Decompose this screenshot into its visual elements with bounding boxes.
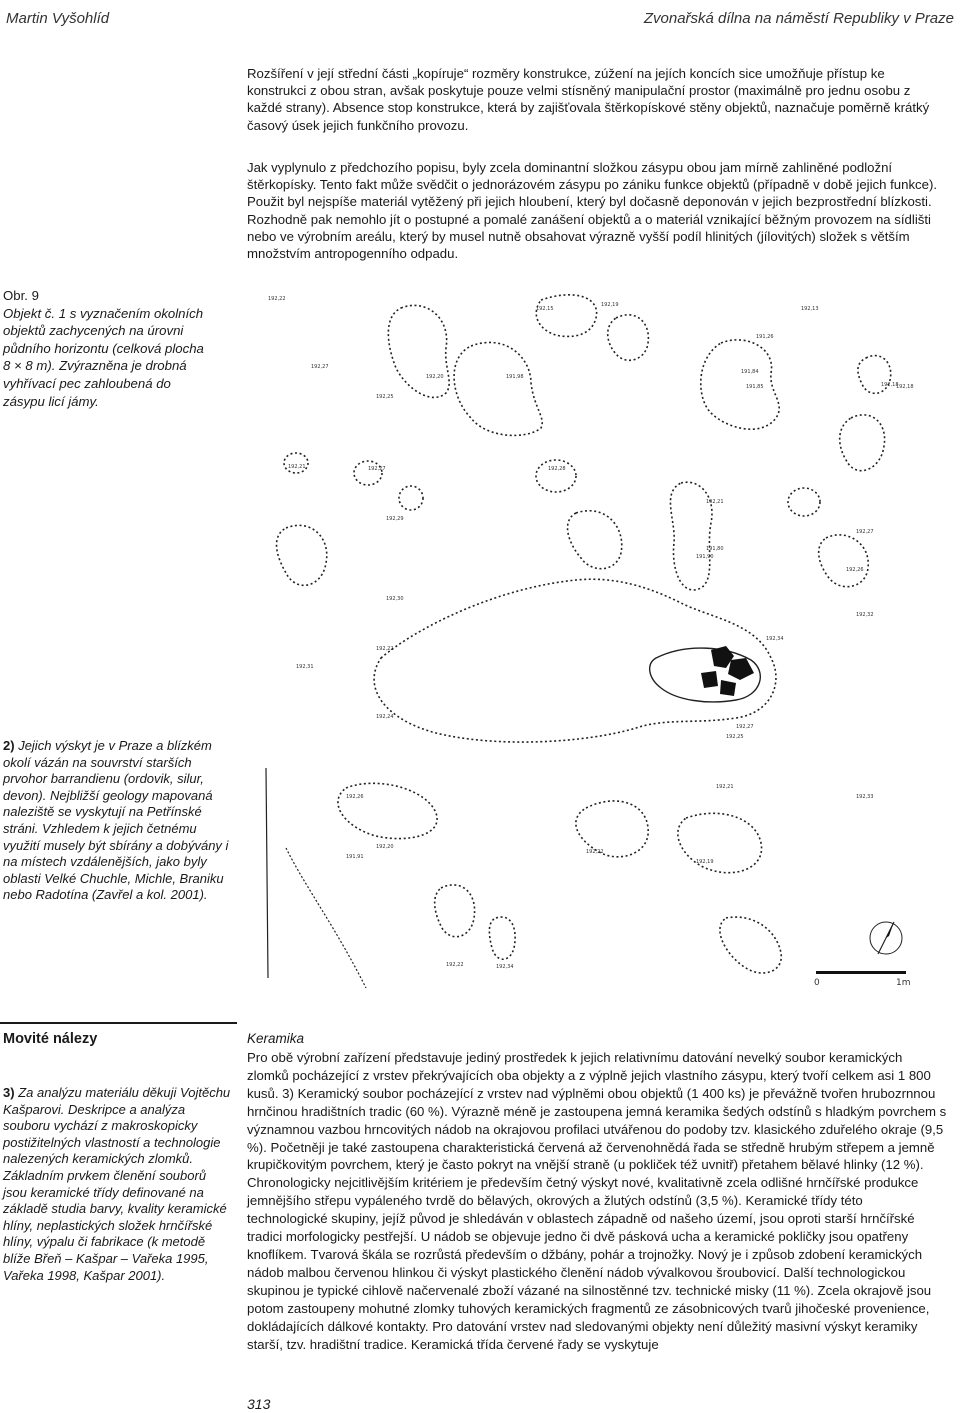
- paragraph-2: Jak vyplynulo z předchozího popisu, byly zcela dominantní složkou zásypu obou jam mírně zahliněné podložní štěrkopísky. Tento fakt může svědčit o jednorázovém zásypu po zániku funkce objektů (případně v době jejich funkce). Použit byl nejspíše materiál vytěžený při jejich hloubení, který byl dočasně deponován v jejich bezprostřední blízkosti. Rozhodně pak nemohlo jít o postupné a pomalé zanášení objektů a o materiál vznikající běžným provozem na sídlišti nebo ve výrobním areálu, který by musel nutně obsahovat výrazně vyšší podíl hlinitých (jílovitých) složek s větším množstvím antropogenního odpadu.: [247, 160, 938, 262]
- height-label: 192,26: [346, 794, 364, 800]
- pit-north-west: [388, 305, 449, 397]
- pit-middle: [568, 511, 622, 569]
- height-label: 192,19: [601, 302, 619, 308]
- height-label: 192,13: [801, 306, 819, 312]
- section-rule: [0, 1022, 237, 1024]
- height-label: 192,25: [726, 734, 744, 740]
- pit-south-east: [678, 813, 762, 872]
- height-label: 192,25: [376, 394, 394, 400]
- north-arrow: [870, 922, 902, 954]
- height-label: 192,20: [376, 844, 394, 850]
- keramika-text: Pro obě výrobní zařízení představuje jediný prostředek k jejich relativnímu datování nevelký soubor keramických zlomků pocházející z vrstev překrývajících oba objekty a z výplně jejich vlastního zásypu, který tvoří celkem asi 1 800 kusů. 3) Keramický soubor pocházející z vrstev nad výplněmi obou objektů (1 400 ks) je převážně tvořen hrubozrnnou hrnčinou hradištních tradic (60 %). Výrazně méně je zastoupena jemná keramika šedých odstínů s hladkým povrchem s významnou vazbou hrncovitých nádob na okrajovou profilaci utvářenou do podoby tzv. klasického zduřelého okraje (9,5 %). Početněji je také zastoupena charakteristická červená až červenohnědá řada se středně hrubým střepem a jemně krupičkovitým povrchem, který je často pokryt na vnější straně (u pokliček též uvnitř) přetahem bělavé hlinky (12 %). Chronologicky nejcitlivějším kritériem je především četný výskyt nové, kvalitativně zcela odlišné hrnčířské produkce jemnějšího střepu vypáleného tvrdě do bělavých, okrových a žlutých odstínů (3,5 %). Keramické třídy této technologické skupiny, jejíž původ je shledáván v oblastech západně od našeho území, jsou oproti starší hrnčířské tradici morfologicky pestřejší. U nádob se objevuje jedno či dvě pásková ucha a keramické pokličky jsou opatřeny knoflíkem. Tvarová škála se rozrůstá především o džbány, pohár a trojnožky. Nový je i způsob zdobení keramických nádob malbou červenou hlinkou či výskyt plastického členění nádob vývalkovou šroubovicí. Další technologickou skupinou je typické cihlově načervenalé zboží vázané na silnostěnné tzv. technické misky (11 %). Zcela okrajově jsou potom zastoupeny mohutné zlomky tuhových keramických fragmentů ze zásobnicových tvarů jihočeské provenience, dokládajících dálkové kontakty. Pro datování vrstev nad sledovanými objekty není důležitý masivní výskyt keramiky starší, tzv. hradištní tradice. Keramická třída červené řady se vyskytuje: [247, 1050, 947, 1352]
- height-label: 192,34: [766, 636, 784, 642]
- figure-caption: [3, 287, 208, 410]
- height-label: 192,22: [376, 646, 394, 652]
- running-header-title: Zvonařská dílna na náměstí Republiky v Praze: [643, 10, 954, 27]
- pit-south-west: [338, 783, 437, 838]
- height-label: 192,27: [311, 364, 329, 370]
- height-label: 192,19: [696, 859, 714, 865]
- height-label: 192,34: [496, 964, 514, 970]
- height-label: 192,22: [586, 849, 604, 855]
- pit-north: [536, 295, 596, 337]
- height-label: 192,18: [881, 382, 899, 388]
- height-label: 192,27: [856, 529, 874, 535]
- pit-south-small: [435, 885, 475, 937]
- height-label: 191,90: [696, 554, 714, 560]
- height-label: 192,24: [376, 714, 394, 720]
- pit-south-small-2: [489, 917, 515, 959]
- height-label: 192,22: [446, 962, 464, 968]
- furnace-fill-3: [701, 671, 718, 688]
- height-label: 192,22: [268, 296, 286, 302]
- pit-south-east-2: [720, 917, 781, 973]
- height-label: 192,30: [386, 596, 404, 602]
- height-label: 192,27: [368, 466, 386, 472]
- scale-bar: [814, 971, 911, 988]
- height-label: 192,21: [288, 464, 306, 470]
- height-label: 191,84: [741, 369, 759, 375]
- height-labels: [268, 296, 914, 970]
- height-label: 192,20: [426, 374, 444, 380]
- height-label: 191,98: [506, 374, 524, 380]
- pit-north-east: [608, 315, 649, 360]
- footnote-2-text: Jejich výskyt je v Praze a blízkém okolí vázán na souvrství starších prvohor barrandienu (ordovik, silur, devon). Nejbližší geology mapovaná naleziště se vyskytují na Petřínské stráni. Vzhledem k jejich četnému využití musely být sbírány a dobývány i na místech vzdálenějších, jako byly oblasti Velké Chuchle, Michle, Braniku nebo Radotína (Zavřel a kol. 2001).: [3, 738, 229, 903]
- footnote-2-number: 2): [3, 738, 15, 753]
- pit-east: [701, 340, 779, 429]
- pit-small-5: [399, 486, 423, 510]
- height-label: 192,21: [716, 784, 734, 790]
- footnote-3-number: 3): [3, 1085, 15, 1100]
- height-label: 191,26: [756, 334, 774, 340]
- height-label: 192,29: [386, 516, 404, 522]
- height-label: 192,26: [846, 567, 864, 573]
- paragraph-1: Rozšíření v její střední části „kopíruje“ rozměry konstrukce, zúžení na jejích koncích sice umožňuje přístup ke konstrukci z obou stran, avšak poskytuje pouze velmi stísněný manipulační prostor (maximálně pro jednu osobu z každé strany). Absence stop konstrukce, která by zajišťovala štěrkopískové stěny objektů, naznačuje poměrně krátký časový úsek jejich funkčního provozu.: [247, 66, 930, 133]
- height-label: 192,18: [896, 384, 914, 390]
- height-label: 191,85: [746, 384, 764, 390]
- figure-caption-text: Objekt č. 1 s vyznačením okolních objektů zachycených na úrovni půdního horizontu (celková plocha 8 × 8 m). Zvýrazněna je drobná vyhřívací pec zahloubená do zásypu licí jámy.: [3, 305, 204, 409]
- height-label: 191,91: [346, 854, 364, 860]
- pit-right-1: [840, 415, 885, 471]
- figure-caption-label: Obr. 9: [3, 288, 39, 303]
- excavation-plan: [256, 288, 944, 988]
- pit-north-large: [454, 342, 542, 435]
- footnote-3: [3, 1085, 233, 1284]
- pit-small-1: [284, 453, 308, 473]
- page-number: 313: [247, 1396, 271, 1412]
- height-label: 192,28: [548, 466, 566, 472]
- pit-small-4: [788, 488, 820, 516]
- height-label: 192,21: [706, 499, 724, 505]
- footnote-3-text: Za analýzu materiálu děkuji Vojtěchu Kašparovi. Deskripce a analýza souboru vychází z makroskopicky postižitelných vlastností a technologie nalezených keramických zlomků. Základním prvkem členění souborů jsou keramické třídy definované na základě studia barvy, kvality keramické hlíny, neplastických složek hrnčířské hlíny, výpalu či fabrikace (k metodě blíže Břeň – Kašpar – Vařeka 1995, Vařeka 1998, Kašpar 2001).: [3, 1085, 231, 1283]
- height-label: 192,15: [536, 306, 554, 312]
- height-label: 191,80: [706, 546, 724, 552]
- boundary-line-1: [266, 768, 268, 978]
- svg-text:0: 0: [814, 978, 820, 988]
- section-title: Movité nálezy: [3, 1031, 98, 1047]
- pit-small-2: [354, 461, 382, 485]
- furnace-fill-4: [720, 680, 736, 696]
- height-label: 192,31: [296, 664, 314, 670]
- pit-small-3: [536, 460, 576, 492]
- furnace-fill-2: [728, 658, 754, 680]
- svg-text:1m: 1m: [896, 978, 911, 988]
- pit-far-east: [819, 535, 869, 587]
- keramika-title: Keramika: [247, 1031, 305, 1046]
- footnote-2: [3, 738, 233, 904]
- height-label: 192,32: [856, 612, 874, 618]
- height-label: 192,33: [856, 794, 874, 800]
- height-label: 192,27: [736, 724, 754, 730]
- running-header-author: Martin Vyšohlíd: [6, 10, 110, 27]
- boundary-line-2: [286, 848, 366, 988]
- pit-west-2: [277, 525, 327, 585]
